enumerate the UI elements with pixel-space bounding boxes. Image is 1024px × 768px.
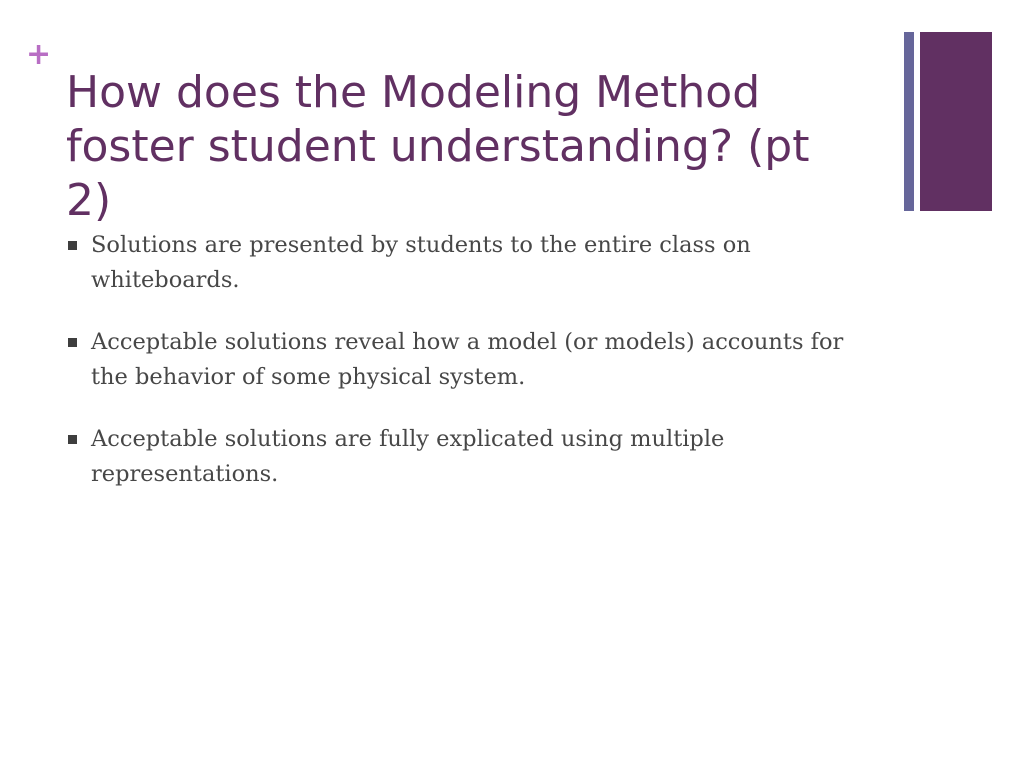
square-bullet-icon bbox=[68, 338, 77, 347]
bullet-item bbox=[66, 228, 846, 298]
bullet-list bbox=[66, 228, 846, 519]
slide-title: How does the Modeling Method foster student understanding? (pt 2) bbox=[66, 67, 810, 226]
accent-bar-thick bbox=[920, 32, 992, 211]
bullet-text: Acceptable solutions are fully explicated using multiple representations. bbox=[91, 426, 725, 487]
square-bullet-icon bbox=[68, 435, 77, 444]
square-bullet-icon bbox=[68, 241, 77, 250]
accent-bar-thin bbox=[904, 32, 914, 211]
bullet-text: Solutions are presented by students to the entire class on whiteboards. bbox=[91, 232, 751, 293]
bullet-item bbox=[66, 325, 846, 395]
bullet-item bbox=[66, 422, 846, 492]
bullet-text: Acceptable solutions reveal how a model (or models) accounts for the behavior of some physical system. bbox=[91, 329, 844, 390]
plus-mark-icon: + bbox=[26, 37, 52, 72]
